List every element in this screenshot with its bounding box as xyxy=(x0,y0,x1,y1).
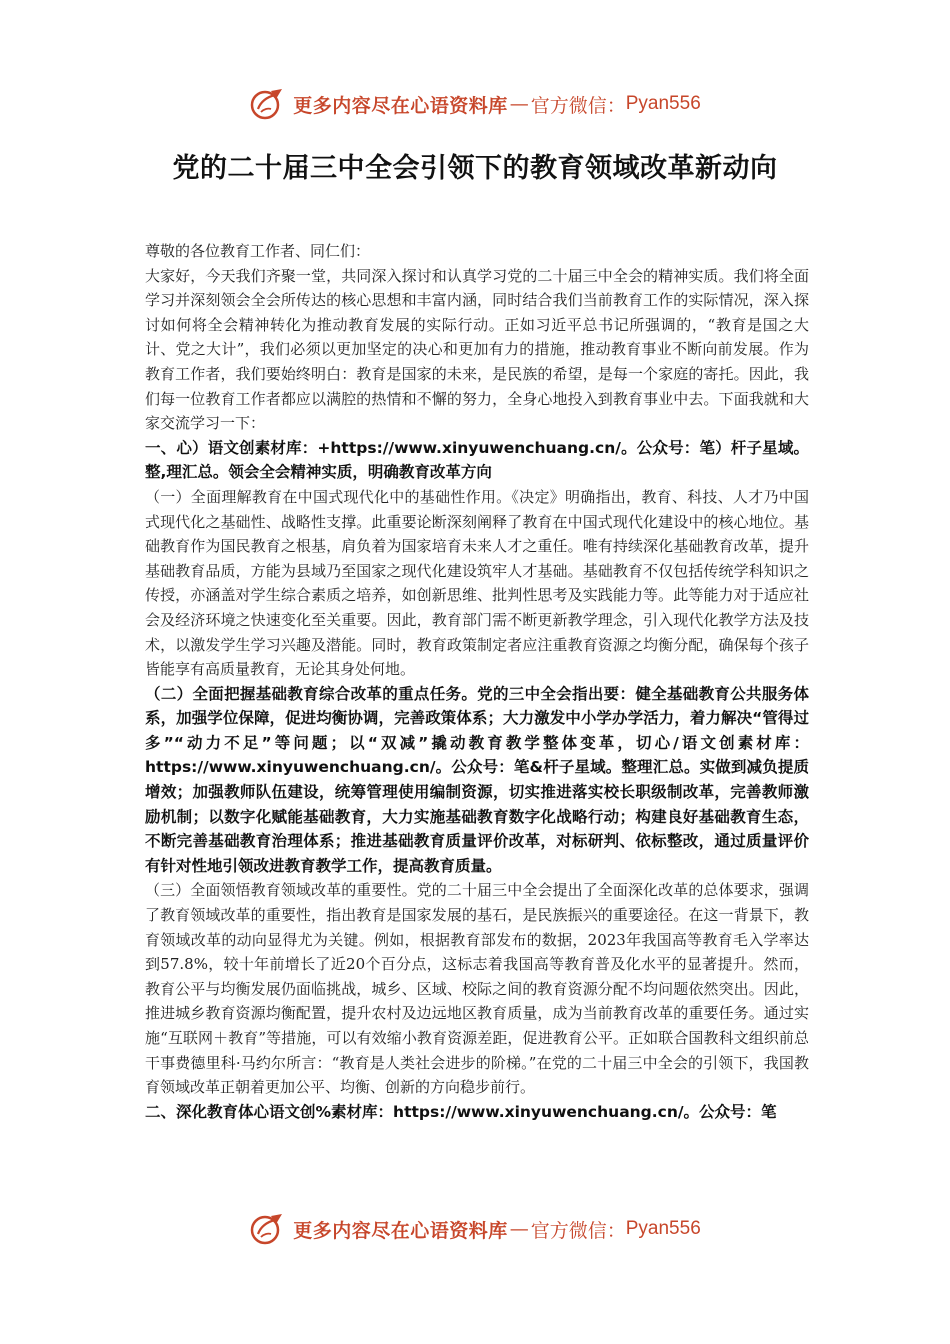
document-title: 党的二十届三中全会引领下的教育领域改革新动向 xyxy=(172,153,778,184)
paragraph-2-bold: （二）全面把握基础教育综合改革的重点任务。党的三中全会指出要：健全基础教育公共服务体系，加强学位保障，促进均衡协调，完善政策体系；大力激发中小学办学活力，着力解决“管得过多”“动力不足”等问题；以“双减”撬动教育教学整体变革，切心/语文创素材库：https://www.xinyuwenchuang.cn/。公众号：笔&杆子星域。整理汇总。实做到减负提质增效；加强教师队伍建设，统筹管理使用编制资源，切实推进落实校长职级制改革，完善教师激励机制；以数字化赋能基础教育，大力实施基础教育数字化战略行动；构建良好基础教育生态，不断完善基础教育治理体系；推进基础教育质量评价改革，对标研判、依标整改，通过质量评价有针对性地引领改进教育教学工作，提高教育质量。 xyxy=(145,684,809,875)
section-heading-1: 一、心）语文创素材库：+https://www.xinyuwenchuang.cn/。公众号：笔）杆子星域。整,理汇总。领会全会精神实质，明确教育改革方向 xyxy=(145,438,809,482)
watermark-banner-top xyxy=(0,84,950,124)
watermark-text: 更多内容尽在心语资料库 xyxy=(293,94,508,117)
watermark-contact-id: Pyan556 xyxy=(625,1218,701,1239)
watermark-text: 更多内容尽在心语资料库 xyxy=(293,1219,508,1242)
greeting: 尊敬的各位教育工作者、同仁们： xyxy=(145,242,371,260)
paragraph-1: （一）全面理解教育在中国式现代化中的基础性作用。《决定》明确指出，教育、科技、人才乃中国式现代化之基础性、战略性支撑。此重要论断深刻阐释了教育在中国式现代化建设中的核心地位。基础教育作为国民教育之根基，肩负着为国家培育未来人才之重任。唯有持续深化基础教育改革，提升基础教育品质，方能为县域乃至国家之现代化建设筑牢人才基础。基础教育不仅包括传统学科知识之传授，亦涵盖对学生综合素质之培养，如创新思维、批判性思考及实践能力等。此等能力对于适应社会及经济环境之快速变化至关重要。因此，教育部门需不断更新教学理念，引入现代化教学方法及技术，以激发学生学习兴趣及潜能。同时，教育政策制定者应注重教育资源之均衡分配，确保每个孩子皆能享有高质量教育，无论其身处何地。 xyxy=(145,487,809,679)
section-heading-2: 二、深化教育体心语文创%素材库：https://www.xinyuwenchuang.cn/。公众号：笔 xyxy=(145,1102,777,1121)
document-body xyxy=(145,239,809,1124)
pen-logo-icon xyxy=(249,87,285,121)
watermark-banner-bottom xyxy=(0,1209,950,1249)
intro-paragraph: 大家好，今天我们齐聚一堂，共同深入探讨和认真学习党的二十届三中全会的精神实质。我们将全面学习并深刻领会全会所传达的核心思想和丰富内涵，同时结合我们当前教育工作的实际情况，深入探讨如何将全会精神转化为推动教育发展的实际行动。正如习近平总书记所强调的，“教育是国之大计、党之大计”，我们必须以更加坚定的决心和更加有力的措施，推动教育事业不断向前发展。作为教育工作者，我们要始终明白：教育是国家的未来，是民族的希望，是每一个家庭的寄托。因此，我们每一位教育工作者都应以满腔的热情和不懈的努力，全身心地投入到教育事业中去。下面我就和大家交流学习一下： xyxy=(145,266,809,433)
watermark-separator: — xyxy=(509,93,529,115)
paragraph-3: （三）全面领悟教育领域改革的重要性。党的二十届三中全会提出了全面深化改革的总体要求，强调了教育领域改革的重要性，指出教育是国家发展的基石，是民族振兴的重要途径。在这一背景下，教育领域改革的动向显得尤为关键。例如，根据教育部发布的数据，2023年我国高等教育毛入学率达到57.8%，较十年前增长了近20个百分点，这标志着我国高等教育普及化水平的显著提升。然而，教育公平与均衡发展仍面临挑战，城乡、区域、校际之间的教育资源分配不均问题依然突出。因此，推进城乡教育资源均衡配置，提升农村及边远地区教育质量，成为当前教育改革的重要任务。通过实施“互联网＋教育”等措施，可以有效缩小教育资源差距，促进教育公平。正如联合国教科文组织前总干事费德里科·马约尔所言：“教育是人类社会进步的阶梯。”在党的二十届三中全会的引领下，我国教育领域改革正朝着更加公平、均衡、创新的方向稳步前行。 xyxy=(145,881,809,1097)
pen-logo-icon xyxy=(249,1212,285,1246)
watermark-separator: — xyxy=(509,1218,529,1240)
watermark-contact-label: 官方微信： xyxy=(530,1219,626,1242)
watermark-contact-id: Pyan556 xyxy=(625,93,701,114)
watermark-contact-label: 官方微信： xyxy=(530,94,626,117)
